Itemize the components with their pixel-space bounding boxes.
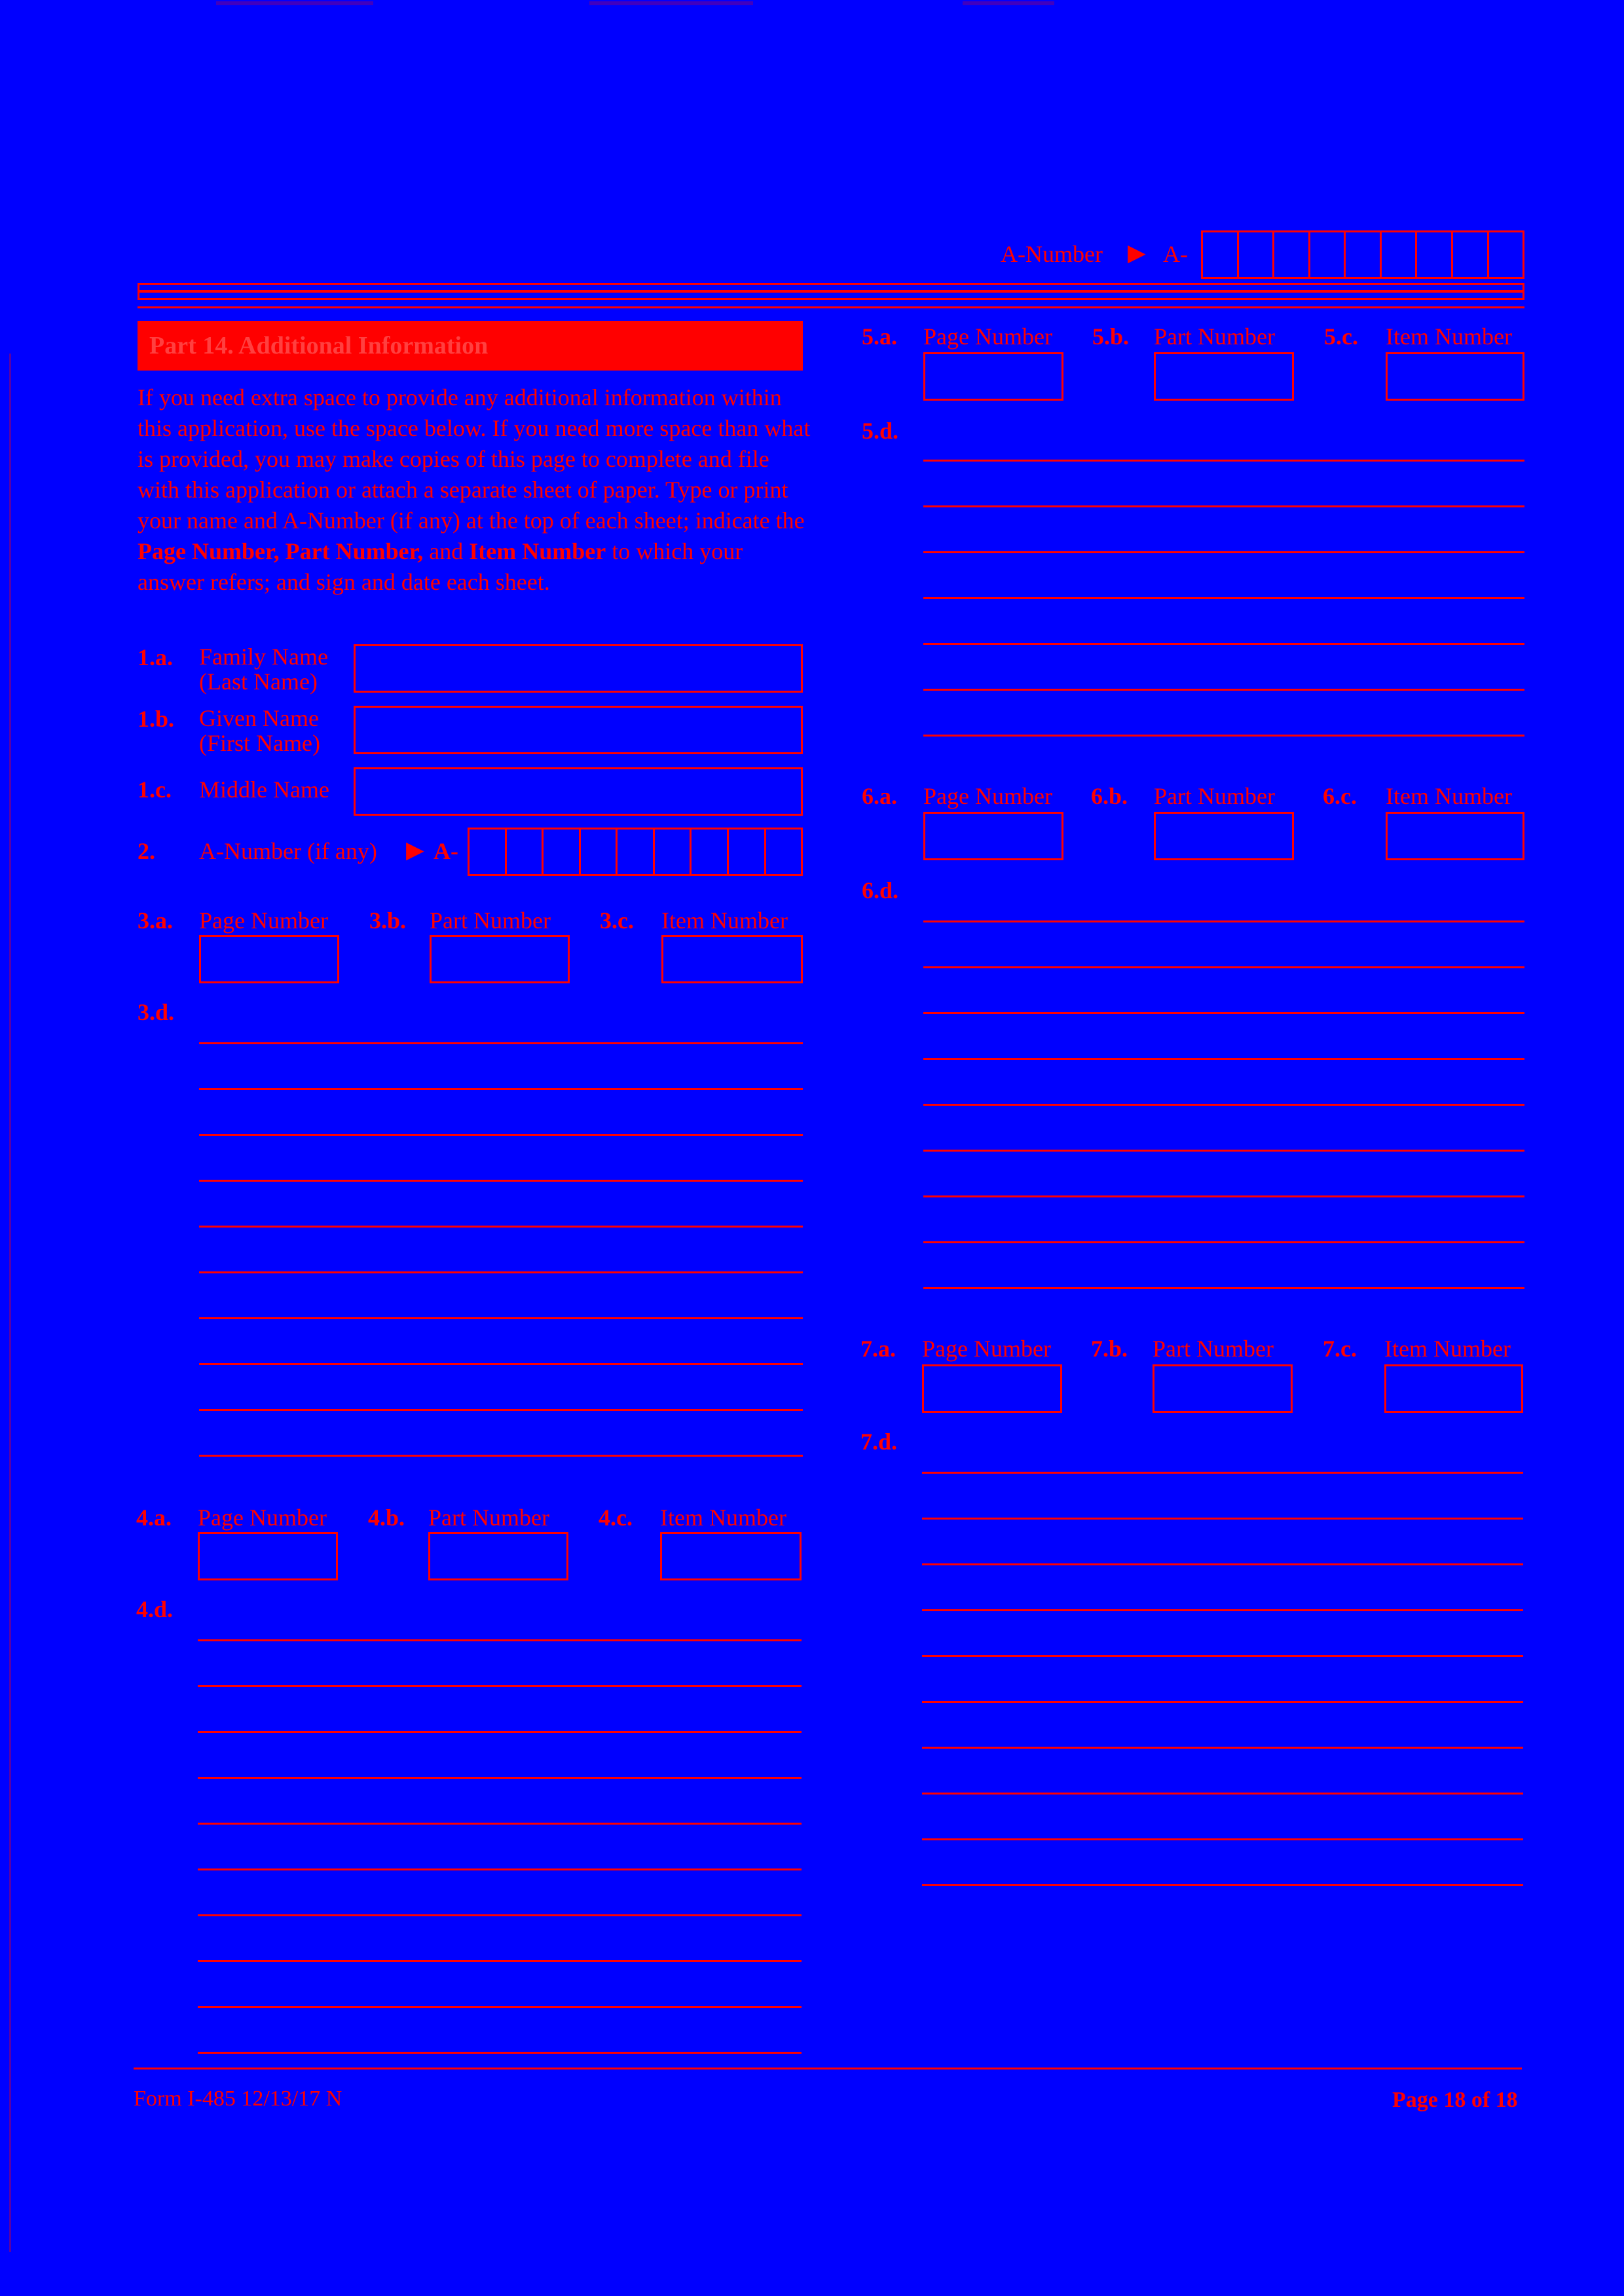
item-4a-number: 4.a. [136,1504,172,1531]
part-number-label: Part Number [1154,323,1275,350]
answer-line[interactable] [923,597,1524,599]
item-1c-number: 1.c. [138,776,172,803]
answer-line[interactable] [923,643,1524,645]
header-arrow-icon: ▶ [1128,240,1146,266]
given-name-label: Given Name (First Name) [199,705,320,756]
middle-name-label: Middle Name [199,776,329,803]
section4-item-number-input[interactable] [660,1532,802,1580]
page-number-label: Page Number [923,783,1052,809]
answer-line[interactable] [198,1731,802,1733]
answer-line[interactable] [922,1793,1523,1795]
item-number-label: Item Number [661,907,788,934]
answer-line[interactable] [922,1747,1523,1749]
answer-line[interactable] [199,1363,803,1365]
given-name-input[interactable] [354,706,803,754]
section6-page-number-input[interactable] [923,812,1063,860]
answer-line[interactable] [922,1472,1523,1474]
answer-line[interactable] [922,1518,1523,1520]
answer-line[interactable] [923,1012,1524,1014]
item-3a-number: 3.a. [138,907,173,934]
answer-line[interactable] [923,1195,1524,1197]
answer-line[interactable] [923,1058,1524,1060]
section3-item-number-input[interactable] [661,935,803,983]
item-7b-number: 7.b. [1091,1336,1128,1362]
scan-smudge [216,1,373,5]
section6-part-number-input[interactable] [1154,812,1294,860]
section7-part-number-input[interactable] [1153,1364,1293,1413]
answer-line[interactable] [923,966,1524,968]
item-7c-number: 7.c. [1323,1336,1357,1362]
item-7a-number: 7.a. [860,1336,896,1362]
part-number-label: Part Number [430,907,551,934]
item-5a-number: 5.a. [862,323,897,350]
answer-line[interactable] [199,1180,803,1182]
answer-line[interactable] [923,1287,1524,1289]
page-number-label: Page Number [923,323,1052,350]
item-1b-number: 1.b. [138,706,175,732]
answer-line[interactable] [199,1088,803,1090]
answer-line[interactable] [198,1960,802,1962]
answer-line[interactable] [199,1226,803,1228]
item-5c-number: 5.c. [1324,323,1358,350]
answer-line[interactable] [199,1317,803,1319]
item-4d-number: 4.d. [136,1596,174,1622]
header-rule-thin [138,306,1524,308]
page-indicator: Page 18 of 18 [1392,2088,1518,2112]
item-number-label: Item Number [1386,783,1512,809]
a-number-label: A-Number (if any) [199,838,377,864]
answer-line[interactable] [923,505,1524,507]
item-number-label: Item Number [1384,1336,1511,1362]
answer-line[interactable] [923,920,1524,922]
middle-name-input[interactable] [354,767,803,816]
form-id: Form I-485 12/13/17 N [134,2086,342,2111]
answer-line[interactable] [198,1868,802,1870]
a-number-input[interactable] [468,828,803,876]
header-rule [138,283,1524,300]
answer-line[interactable] [922,1655,1523,1657]
answer-line[interactable] [923,689,1524,691]
answer-line[interactable] [198,1777,802,1779]
item-3c-number: 3.c. [600,907,634,934]
page-number-label: Page Number [922,1336,1051,1362]
section5-part-number-input[interactable] [1154,352,1294,401]
section5-item-number-input[interactable] [1386,352,1524,401]
item-3d-number: 3.d. [138,999,175,1025]
answer-line[interactable] [199,1042,803,1044]
answer-line[interactable] [923,1241,1524,1243]
section3-page-number-input[interactable] [199,935,339,983]
section5-page-number-input[interactable] [923,352,1063,401]
header-a-number-label: A-Number [1001,241,1103,267]
item-6c-number: 6.c. [1323,783,1357,809]
answer-line[interactable] [199,1134,803,1136]
footer-rule [134,2068,1522,2069]
answer-line[interactable] [923,460,1524,462]
answer-line[interactable] [922,1838,1523,1840]
answer-line[interactable] [922,1701,1523,1703]
answer-line[interactable] [198,1914,802,1916]
answer-line[interactable] [923,1150,1524,1152]
section4-page-number-input[interactable] [198,1532,338,1580]
answer-line[interactable] [923,551,1524,553]
family-name-label: Family Name (Last Name) [199,644,328,695]
item-6b-number: 6.b. [1091,783,1128,809]
section6-item-number-input[interactable] [1386,812,1524,860]
part-number-label: Part Number [1153,1336,1274,1362]
item-number-label: Item Number [1386,323,1512,350]
scan-smudge [963,1,1054,5]
part-instructions: If you need extra space to provide any additional information within this application, use the space below. If you need more space than what is provided, you may make copies of this page to complete and file with this application or attach a separate sheet of paper. Type or print your name and A-Number (if any) at the top of each sheet; indicate the Page Number, Part Number, and Item Number to which your answer refers; and sign and date each sheet. [138,384,811,595]
page-number-label: Page Number [199,907,328,934]
page-number-label: Page Number [198,1504,327,1531]
family-name-input[interactable] [354,644,803,693]
answer-line[interactable] [198,1823,802,1825]
answer-line[interactable] [199,1409,803,1411]
item-3b-number: 3.b. [369,907,407,934]
item-5b-number: 5.b. [1092,323,1130,350]
item-5d-number: 5.d. [862,418,899,444]
answer-line[interactable] [198,1639,802,1641]
a-number-prefix: A- [434,838,458,864]
answer-line[interactable] [923,1104,1524,1106]
answer-line[interactable] [923,735,1524,737]
part-number-label: Part Number [428,1504,549,1531]
item-1a-number: 1.a. [138,644,173,670]
part-title: Part 14. Additional Information [149,332,489,359]
item-6a-number: 6.a. [862,783,897,809]
item-7d-number: 7.d. [860,1429,898,1455]
section4-part-number-input[interactable] [428,1532,568,1580]
part-title-bar [138,321,803,371]
answer-line[interactable] [198,1685,802,1687]
answer-line[interactable] [922,1563,1523,1565]
answer-line[interactable] [199,1271,803,1273]
header-a-prefix: A- [1163,241,1188,267]
a-number-arrow-icon: ▶ [406,837,424,863]
answer-line[interactable] [198,2006,802,2008]
answer-line[interactable] [922,1884,1523,1886]
scan-smudge [589,1,753,5]
answer-line[interactable] [198,2052,802,2054]
section7-item-number-input[interactable] [1384,1364,1523,1413]
scan-edge [9,354,11,2252]
part-number-label: Part Number [1154,783,1275,809]
section3-part-number-input[interactable] [430,935,570,983]
answer-line[interactable] [199,1455,803,1457]
item-6d-number: 6.d. [862,877,899,903]
item-4b-number: 4.b. [368,1504,405,1531]
item-4c-number: 4.c. [599,1504,633,1531]
item-2-number: 2. [138,838,155,864]
section7-page-number-input[interactable] [922,1364,1062,1413]
header-a-number-input[interactable] [1201,230,1524,279]
item-number-label: Item Number [660,1504,786,1531]
answer-line[interactable] [922,1609,1523,1611]
